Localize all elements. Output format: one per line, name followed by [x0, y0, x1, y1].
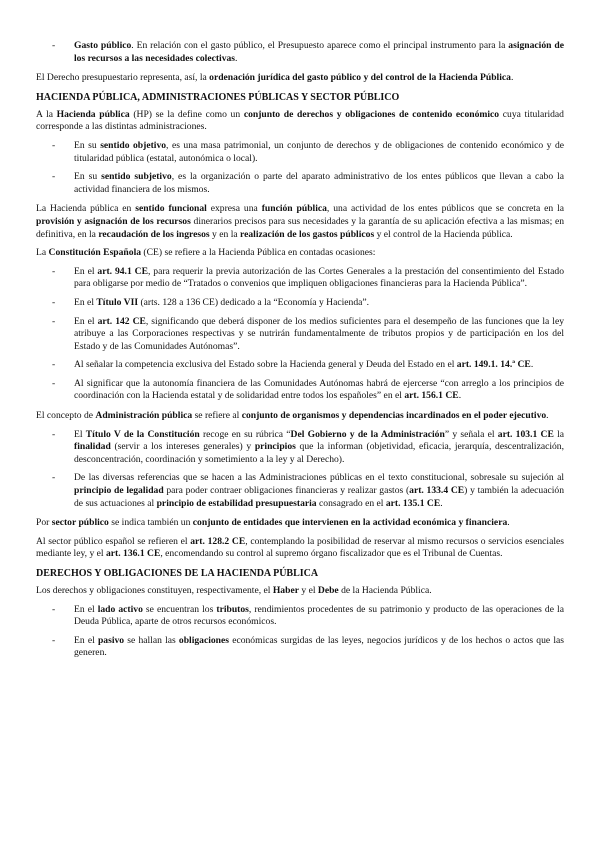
- bold-term: Constitución Española: [48, 247, 142, 259]
- section-heading-derechos: DERECHOS Y OBLIGACIONES DE LA HACIENDA PÚBLICA: [36, 568, 319, 579]
- list-item: [74, 429, 564, 467]
- bold-term: pasivo: [97, 634, 125, 646]
- text-run: El Derecho presupuestario representa, así, la: [36, 72, 210, 84]
- text-run: se refiere al: [192, 410, 242, 422]
- list-item: [74, 297, 564, 310]
- bold-term: finalidad: [74, 441, 111, 453]
- administracion-list: [36, 429, 564, 511]
- text-run: A la: [36, 108, 57, 120]
- text-run: Al significar que la autonomía financiera de las Comunidades Autónomas habrá de ejercerse “con arreglo a los principios de coordinación con la Hacienda estatal y de solidaridad entre todos los españoles” en el: [74, 377, 564, 402]
- bold-term: tributos: [216, 603, 249, 615]
- text-run: .: [507, 517, 510, 529]
- list-item: [74, 635, 564, 660]
- text-run: Al señalar la competencia exclusiva del Estado sobre la Hacienda general y Deuda del Estado en el: [74, 359, 457, 371]
- text-run: De las diversas referencias que se hacen a las Administraciones públicas en el texto constitucional, sobresale su sujeción al: [74, 472, 564, 484]
- bold-term: Haber: [272, 585, 299, 596]
- section-heading-hacienda: HACIENDA PÚBLICA, ADMINISTRACIONES PÚBLICAS Y SECTOR PÚBLICO: [36, 91, 400, 103]
- constitucion-paragraph: [36, 247, 564, 260]
- bold-term: principio de estabilidad presupuestaria: [156, 497, 317, 509]
- bold-term: Gasto público: [74, 40, 132, 51]
- bold-term: Debe: [317, 585, 339, 596]
- text-run: que la informan (objetividad, eficacia, jerarquía, descentralización, desconcentración, coordinación y sometimiento a la ley y al Derecho).: [74, 441, 564, 465]
- text-run: de la Hacienda Pública.: [338, 585, 432, 596]
- text-run: .: [530, 359, 534, 371]
- text-run: ” y señala el: [444, 428, 498, 440]
- bold-term: conjunto de derechos y obligaciones de contenido económico: [243, 108, 500, 120]
- text-run: (arts. 128 a 136 CE) dedicado a la “Economía y Hacienda”.: [138, 296, 370, 308]
- text-run: .: [440, 497, 443, 509]
- list-item: [74, 140, 564, 165]
- bold-term: principios: [254, 441, 296, 453]
- derecho-paragraph: [36, 72, 564, 85]
- bold-term: Administración pública: [95, 410, 193, 422]
- bold-term: obligaciones: [178, 634, 230, 646]
- bold-term: art. 136.1 CE: [105, 548, 161, 560]
- text-run: y el: [298, 585, 318, 596]
- administracion-paragraph: [36, 410, 564, 423]
- bold-term: conjunto de organismos y dependencias incardinados en el poder ejecutivo: [241, 410, 547, 422]
- text-run: se hallan las: [124, 634, 179, 646]
- bold-term: art. 149.1. 14.ª CE: [456, 359, 531, 371]
- bold-term: principio de legalidad: [74, 485, 164, 497]
- bold-term: ordenación jurídica del gasto público y del control de la Hacienda Pública: [209, 72, 511, 84]
- activo-pasivo-list: [36, 604, 564, 660]
- bold-term: Del Gobierno y de la Administración: [290, 428, 445, 440]
- gasto-list: [36, 40, 564, 65]
- list-item: [74, 40, 564, 65]
- text-run: para poder contraer obligaciones financieras y realizar gastos (: [163, 485, 410, 497]
- list-item: [74, 266, 564, 291]
- bold-term: asignación de los recursos a las necesidades colectivas: [74, 40, 564, 64]
- text-run: recoge en su rúbrica “: [199, 428, 291, 440]
- bold-term: conjunto de entidades que intervienen en la actividad económica y financiera: [192, 517, 508, 529]
- text-run: económicas surgidas de las leyes, negocios jurídicos y de los hechos o actos que las generen.: [74, 634, 564, 659]
- text-run: , significando que deberá disponer de los medios suficientes para el desempeño de las funciones que la ley atribuye a las Corporaciones respectivas y se nutrirán fundamentalmente de tributos propios y de participación en los del Estado y de las Comunidades Autónomas”.: [74, 315, 564, 352]
- text-run: ) y también la adecuación de sus actuaciones al: [74, 485, 564, 509]
- hacienda-definition-paragraph: [36, 109, 564, 134]
- text-run: y el control de la Hacienda pública.: [374, 228, 513, 240]
- text-run: se indica también un: [108, 517, 193, 529]
- list-item: [74, 472, 564, 510]
- constitucion-list: [36, 266, 564, 403]
- text-run: expresa una: [206, 203, 262, 215]
- text-run: , una actividad de los entes públicos que se concreta en la: [326, 203, 564, 215]
- text-run: (servir a los intereses generales) y: [110, 441, 255, 453]
- text-run: (HP) se la define como un: [129, 108, 244, 120]
- bold-term: sector público: [51, 517, 109, 529]
- text-run: El: [74, 428, 86, 440]
- list-item: [74, 378, 564, 403]
- list-item: [74, 359, 564, 372]
- text-run: En el: [74, 634, 98, 646]
- text-run: cuya titularidad corresponde a las distintas administraciones.: [36, 108, 564, 133]
- sector-publico-espanol-paragraph: [36, 536, 564, 561]
- text-run: .: [458, 390, 462, 402]
- text-run: En el: [74, 265, 98, 277]
- text-run: La: [36, 247, 49, 259]
- bold-term: Título V de la Constitución: [85, 428, 200, 440]
- text-run: , es una masa patrimonial, un conjunto de derechos y de obligaciones de contenido económico y de titularidad pública (estatal, autonómica o local).: [74, 139, 564, 164]
- text-run: En el: [74, 296, 97, 308]
- text-run: .: [510, 72, 514, 84]
- text-run: Los derechos y obligaciones constituyen, respectivamente, el: [36, 585, 273, 596]
- bold-term: art. 142 CE: [97, 315, 146, 327]
- text-run: (CE) se refiere a la Hacienda Pública en contadas ocasiones:: [141, 247, 376, 259]
- text-run: se encuentran los: [142, 603, 217, 615]
- text-run: , contemplando la posibilidad de reservar al mismo recursos o servicios esenciales mediante ley, y el: [36, 535, 565, 560]
- bold-term: lado activo: [97, 603, 143, 615]
- text-run: , para requerir la previa autorización de las Cortes Generales a la prestación del consentimiento del Estado para obligarse por medio de “Tratados o convenios que impliquen obligaciones financieras para la Hacienda Pública”.: [74, 265, 564, 290]
- bold-term: art. 103.1 CE: [497, 428, 554, 440]
- text-run: la: [553, 428, 565, 440]
- bold-term: art. 94.1 CE: [97, 265, 148, 277]
- derechos-paragraph: [36, 585, 564, 598]
- sentido-list: [36, 140, 564, 196]
- text-run: , es la organización o parte del aparato administrativo de los entes públicos que llevan a cabo la actividad financiera de los mismos.: [74, 171, 565, 195]
- text-run: En el: [74, 603, 98, 615]
- list-item: [74, 604, 564, 629]
- text-run: Por: [36, 517, 52, 529]
- text-run: .: [235, 52, 238, 64]
- bold-term: provisión y asignación de los recursos: [36, 215, 191, 227]
- text-run: . En relación con el gasto público, el Presupuesto aparece como el principal instrumento para la: [131, 40, 509, 51]
- sector-publico-paragraph: [36, 517, 564, 530]
- sentido-funcional-paragraph: [36, 203, 564, 241]
- bold-term: art. 128.2 CE: [190, 535, 246, 547]
- text-run: En su: [74, 171, 102, 183]
- bold-term: sentido objetivo: [100, 139, 167, 151]
- text-run: El concepto de: [36, 410, 96, 422]
- text-run: y en la: [209, 228, 241, 240]
- bold-term: art. 135.1 CE: [385, 497, 441, 509]
- bold-term: realización de los gastos públicos: [240, 228, 375, 240]
- bold-term: sentido funcional: [135, 203, 207, 215]
- bold-term: art. 156.1 CE: [404, 390, 459, 402]
- text-run: dinerarios precisos para sus necesidades y la garantía de su aplicación efectiva a las mismas; en definitiva, en la: [36, 215, 565, 240]
- bold-term: función pública: [261, 203, 327, 215]
- text-run: En el: [74, 315, 98, 327]
- text-run: , encomendando su control al supremo órgano fiscalizador que es el Tribunal de Cuentas.: [160, 548, 503, 560]
- bold-term: Hacienda pública: [56, 108, 130, 120]
- text-run: .: [546, 410, 549, 422]
- bold-term: sentido subjetivo: [101, 171, 172, 183]
- list-item: [74, 316, 564, 354]
- bold-term: recaudación de los ingresos: [98, 228, 210, 240]
- bold-term: Título VII: [96, 296, 139, 308]
- text-run: La Hacienda pública en: [36, 203, 136, 215]
- text-run: consagrado en el: [316, 497, 386, 509]
- text-run: En su: [74, 139, 101, 151]
- text-run: Al sector público español se refieren el: [36, 535, 191, 547]
- text-run: , rendimientos procedentes de su patrimonio y producto de las operaciones de la Deuda Pública, aparte de otros recursos económicos.: [74, 603, 564, 628]
- list-item: [74, 171, 564, 196]
- bold-term: art. 133.4 CE: [409, 485, 465, 497]
